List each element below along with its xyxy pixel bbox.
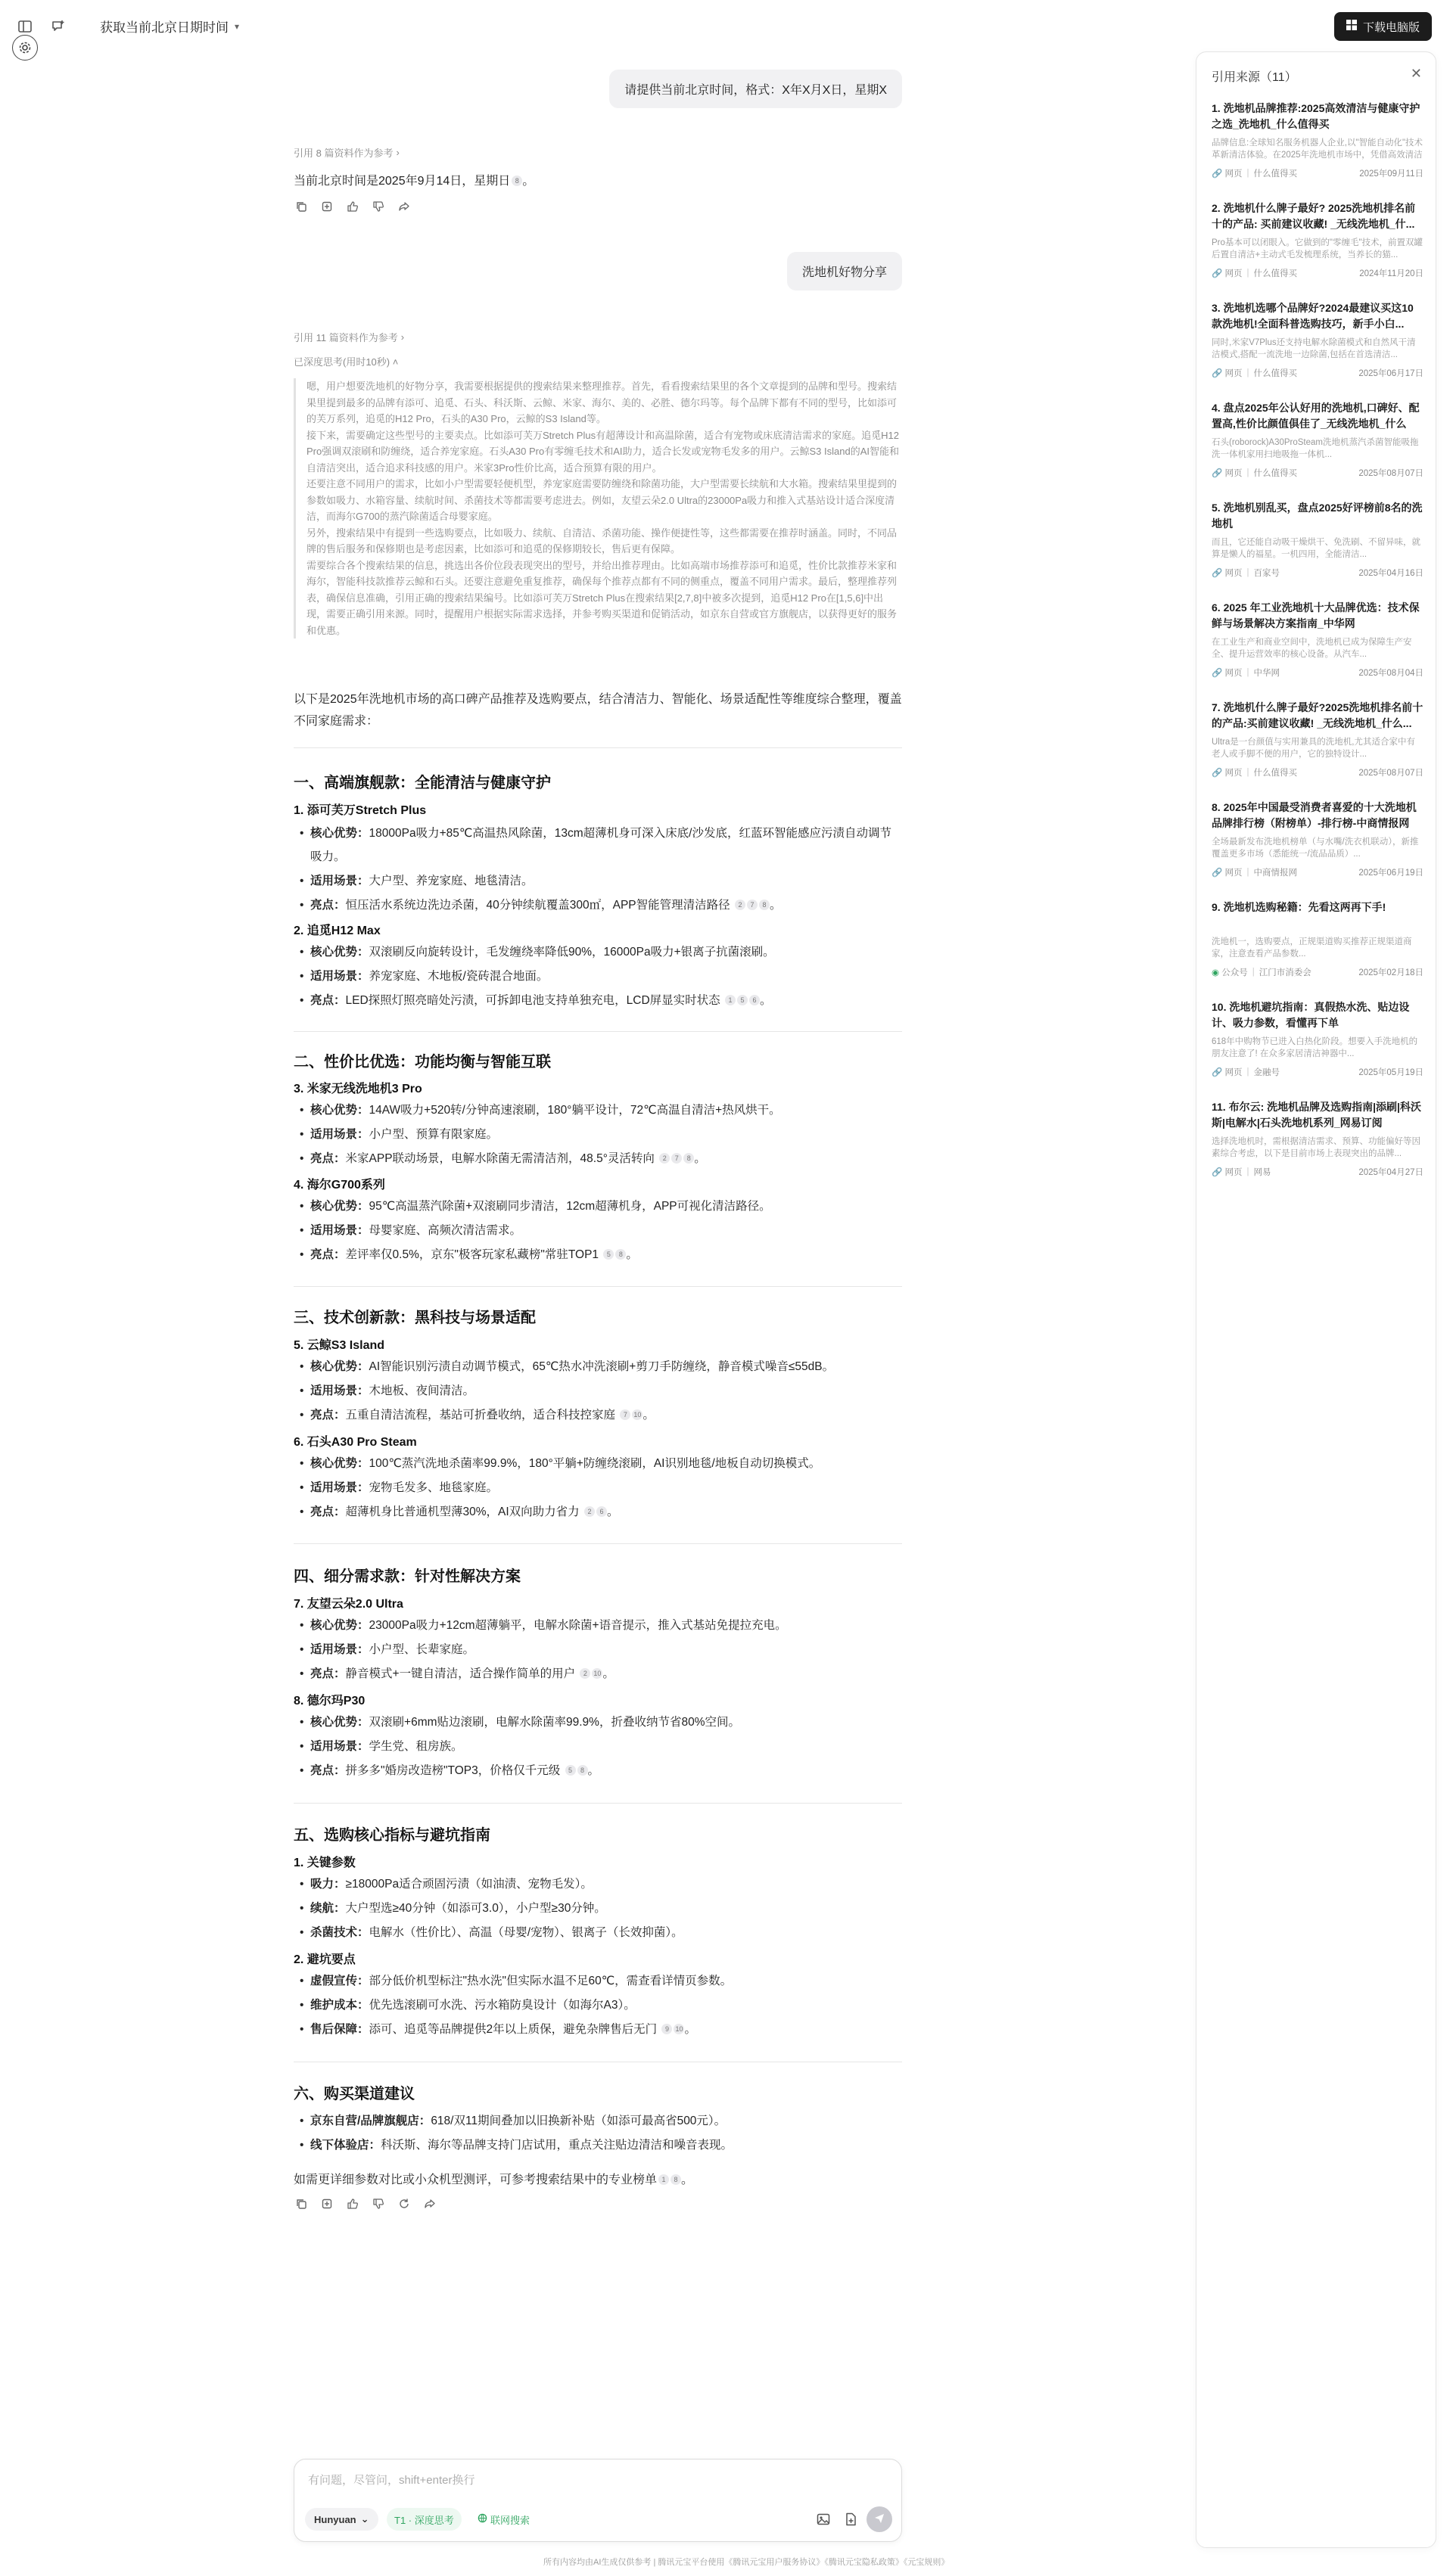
list-item — [310, 1735, 902, 1758]
section-divider — [294, 1286, 902, 1287]
thinking-paragraph: 另外，搜索结果中有提到一些选购要点，比如吸力、续航、自清洁、杀菌功能、操作便捷性等，这些都需要在推荐时涵盖。同时，不同品牌的售后服务和保修期也是考虑因素，比如添可和追觅的保修期较长，售后更有保障。 — [306, 527, 898, 555]
citation-snippet: 洗地机一，选购要点，正规渠道购买推荐正规渠道商家，注意查看产品参数... — [1212, 937, 1412, 959]
close-icon[interactable]: ✕ — [1410, 66, 1422, 81]
thumbs-up-icon[interactable] — [345, 199, 360, 214]
list-item — [310, 869, 902, 893]
deep-think-label: 已深度思考(用时10秒) — [294, 356, 390, 368]
citation-meta: 🔗 网页 | 中商情报网 2025年06月19日 — [1212, 868, 1423, 878]
bullet-text: 恒压活水系统边洗边杀菌，40分钟续航覆盖300㎡，APP智能管理清洁路径 — [345, 899, 730, 912]
bullet-text: 母婴家庭、高频次清洁需求。 — [369, 1224, 522, 1237]
bullet-label: 亮点： — [310, 1667, 346, 1680]
bullet-label: 续航： — [310, 1902, 346, 1915]
list-item: • 亮点：超薄机身比普通机型薄30%，AI双向助力省力 2 6 。 — [310, 1500, 902, 1524]
thinking-paragraph: 接下来，需要确定这些型号的主要卖点。比如添可芙万Stretch Plus有超薄设计和高温除菌，适合有宠物或床底清洁需求的家庭。追觅H12 Pro强调双滚刷和防缠绕，适合养宠家庭。石头A30 Pro有零缠毛技术和AI助力，适合长发或宠物毛发多的用户。云鲸S3 Island的AI智能和自清洁突出，适合追求科技感的用户。米家3Pro性价比高，适合预算有限的用户。 — [306, 429, 899, 474]
chat-input-box[interactable] — [294, 2459, 902, 2542]
citation-item[interactable] — [1212, 1099, 1423, 1178]
bullet-label: 核心优势： — [310, 1716, 369, 1729]
citation-date: 2025年04月16日 — [1358, 569, 1423, 578]
link-icon: 🔗 — [1212, 669, 1223, 678]
product-title: 6. 石头A30 Pro Steam — [294, 1436, 417, 1449]
list-item: • 售后保障：添可、追觅等品牌提供2年以上质保，避免杂牌售后无门 9 10 。 — [310, 2018, 902, 2041]
link-icon: 🔗 — [1212, 469, 1223, 478]
product-title: 1. 添可芙万Stretch Plus — [294, 804, 427, 817]
reference-label: 引用 8 篇资料作为参考 — [294, 148, 394, 159]
bullet-text: 超薄机身比普通机型薄30%，AI双向助力省力 — [345, 1506, 580, 1518]
citation-kind: 网页 — [1224, 1168, 1243, 1177]
bullet-label: 亮点： — [310, 1248, 346, 1261]
bullet-label: 售后保障： — [310, 2023, 369, 2036]
citation-badge[interactable]: 5 — [565, 1765, 576, 1776]
citation-item[interactable] — [1212, 300, 1423, 379]
citation-source: 金融号 — [1253, 1068, 1280, 1077]
citation-title[interactable]: 1. 洗地机品牌推荐:2025高效清洁与健康守护之选_洗地机_什么值得买 — [1212, 102, 1420, 130]
bullet-label: 亮点： — [310, 1152, 346, 1165]
citation-title[interactable]: 11. 布尔云: 洗地机品牌及选购指南|添刷|科沃斯|电解水|石头洗地机系列_网易订阅 — [1212, 1101, 1421, 1129]
message-actions — [294, 199, 412, 214]
windows-icon — [1346, 20, 1357, 33]
bullet-label: 适用场景： — [310, 970, 369, 983]
bullet-label: 适用场景： — [310, 1224, 369, 1237]
list-item — [310, 940, 902, 964]
bullet-text: 养宠家庭、木地板/瓷砖混合地面。 — [369, 970, 549, 983]
citation-snippet: 而且，它还能自动吸干燥烘干、免洗刷、不留异味，就算是懒人的福星。一机四用，全能清洁... — [1212, 538, 1420, 559]
thinking-paragraph: 需要综合各个搜索结果的信息，挑选出各价位段表现突出的型号，并给出推荐理由。比如高端市场推荐添可和追觅，性价比款推荐米家和海尔，智能科技款推荐云鲸和石头。还要注意避免重复推荐，确保每个推荐点都有不同的侧重点，覆盖不同用户需求。最后，整理推荐列表，确保信息准确，引用正确的搜索结果编号。比如添可芙万Stretch Plus在搜索结果[2,7,8]中被多次提到，追觅H12 Pro在[1,5,6]中出现，需要正确引用来源。同时，提醒用户根据实际需求选择，并参考购买渠道和促销活动，如京东自营或官方旗舰店，以获得更好的服务和优惠。 — [306, 559, 898, 636]
conversation-title[interactable] — [100, 17, 239, 36]
citation-badge[interactable]: 7 — [620, 1409, 630, 1420]
section-title: 三、技术创新款：黑科技与场景适配 — [294, 1310, 536, 1326]
citation-badge[interactable]: 1 — [725, 995, 736, 1005]
citation-kind: 网页 — [1224, 369, 1243, 378]
section-title: 一、高端旗舰款：全能清洁与健康守护 — [294, 775, 551, 791]
list-item — [310, 965, 902, 988]
citation-badge[interactable]: 8 — [683, 1153, 694, 1164]
citation-kind: 网页 — [1224, 869, 1243, 878]
bullet-text: AI智能识别污渍自动调节模式，65℃热水冲洗滚刷+剪刀手防缠绕，静音模式噪音≤55dB。 — [369, 1360, 835, 1373]
list-item: • 亮点：差评率仅0.5%，京东"极客玩家私藏榜"常驻TOP1 5 8 。 — [310, 1243, 902, 1266]
citation-badge[interactable]: 5 — [603, 1249, 614, 1260]
citation-item[interactable] — [1212, 999, 1423, 1078]
citation-meta: 🔗 网页 | 什么值得买 2025年08月07日 — [1212, 768, 1423, 778]
link-icon: 🔗 — [1212, 169, 1223, 179]
bullet-label: 适用场景： — [310, 875, 369, 887]
product-title: 8. 德尔玛P30 — [294, 1695, 366, 1707]
product-title: 1. 关键参数 — [294, 1857, 356, 1869]
citation-snippet: 618年中购物节已进入白热化阶段。想要入手洗地机的朋友注意了! 在众多家居清洁神器中... — [1212, 1037, 1418, 1058]
user-message: 洗地机好物分享 — [787, 252, 902, 291]
citation-title[interactable]: 10. 洗地机避坑指南：真假热水洗、贴边设计、吸力参数，看懂再下单 — [1212, 1001, 1410, 1029]
bullet-text: 18000Pa吸力+85℃高温热风除菌，13cm超薄机身可深入床底/沙发底，红蓝环智能感应污渍自动调节吸力。 — [310, 827, 891, 863]
citation-snippet: 选择洗地机时，需根据清洁需求、预算、功能偏好等因素综合考虑，以下是目前市场上表现突出的品牌... — [1212, 1137, 1420, 1158]
citation-badge[interactable]: 8 — [759, 900, 770, 910]
bullet-label: 吸力： — [310, 1878, 346, 1891]
list-item — [310, 1379, 902, 1403]
reference-toggle[interactable] — [294, 330, 404, 344]
bullet-label: 适用场景： — [310, 1128, 369, 1141]
citation-title[interactable]: 2. 洗地机什么牌子最好? 2025洗地机排名前十的产品: 买前建议收藏! _无线洗地机_什... — [1212, 202, 1416, 230]
citation-source: 网易 — [1253, 1168, 1271, 1177]
bullet-label: 亮点： — [310, 1764, 346, 1777]
link-icon: 🔗 — [1212, 1068, 1223, 1077]
citation-meta: 🔗 网页 | 中华网 2025年08月04日 — [1212, 668, 1423, 678]
web-search-chip-label: 联网搜索 — [490, 2514, 530, 2526]
citation-source: 中商情报网 — [1253, 869, 1298, 878]
new-chat-icon[interactable] — [48, 17, 68, 36]
bookmark-icon[interactable] — [319, 199, 334, 214]
citation-badge[interactable]: 8 — [512, 176, 522, 186]
product-title: 4. 海尔G700系列 — [294, 1179, 385, 1192]
share-icon[interactable] — [422, 2196, 437, 2211]
thinking-paragraph: 还要注意不同用户的需求，比如小户型需要轻便机型，养宠家庭需要防缠绕和除菌功能，大户型需要长续航和大水箱。搜索结果里提到的参数如吸力、水箱容量、续航时间、杀菌技术等都需要考虑进去。例如，友望云朵2.0 Ultra的23000Pa吸力和推入式基站设计适合深度清洁，而海尔G700的蒸汽除菌适合母婴家庭。 — [306, 478, 898, 522]
list-item — [310, 1993, 902, 2017]
bullet-text: 双滚刷+6mm贴边滚刷，电解水除菌率99.9%，折叠收纳节省80%空间。 — [369, 1716, 740, 1729]
bullet-text: 小户型、预算有限家庭。 — [369, 1128, 499, 1141]
link-icon: 🔗 — [1212, 369, 1223, 378]
section-divider — [294, 1543, 902, 1544]
citation-item[interactable] — [1212, 700, 1423, 778]
link-icon: 🔗 — [1212, 869, 1223, 878]
citation-date: 2025年08月07日 — [1358, 469, 1423, 478]
bullet-text: 部分低价机型标注"热水洗"但实际水温不足60℃，需查看详情页参数。 — [369, 1975, 733, 1987]
citation-item[interactable] — [1212, 900, 1423, 978]
section-title: 二、性价比优选：功能均衡与智能互联 — [294, 1054, 551, 1070]
list-item — [310, 1098, 902, 1122]
citation-source: 什么值得买 — [1253, 769, 1298, 778]
citation-date: 2025年08月04日 — [1358, 669, 1423, 678]
bullet-text: 双滚刷反向旋转设计，毛发缠绕率降低90%，16000Pa吸力+银离子抗菌滚刷。 — [369, 946, 775, 959]
list-item: • 亮点：米家APP联动场景，电解水除菌无需清洁剂，48.5°灵活转向 2 7 8 。 — [310, 1147, 902, 1170]
citation-date: 2025年02月18日 — [1358, 968, 1423, 977]
list-item — [310, 1219, 902, 1242]
thinking-content — [294, 378, 902, 639]
bullet-text: 小户型、长辈家庭。 — [369, 1643, 475, 1656]
file-upload-icon[interactable] — [841, 2509, 860, 2529]
section-divider — [294, 1031, 902, 1032]
footer-disclaimer: 所有内容均由AI生成仅供参考 | 腾讯元宝平台使用《腾讯元宝用户服务协议》《腾讯元宝隐私政策》《元宝规则》 — [543, 2558, 950, 2567]
list-item: • 亮点：拼多多"婚房改造榜"TOP3，价格仅千元级 5 8 。 — [310, 1759, 902, 1782]
assistant-answer-text: 当前北京时间是2025年9月14日，星期日 — [294, 175, 511, 188]
citation-date: 2025年06月19日 — [1358, 869, 1423, 878]
assistant-answer: 当前北京时间是2025年9月14日，星期日 8 。 — [294, 175, 535, 188]
bullet-label: 亮点： — [310, 899, 346, 912]
citation-meta: 🔗 网页 | 金融号 2025年05月19日 — [1212, 1067, 1423, 1077]
citation-source: 什么值得买 — [1253, 369, 1298, 378]
deep-think-chip-label: T1 · 深度思考 — [394, 2514, 454, 2526]
conversation-title-text: 获取当前北京日期时间 — [100, 20, 229, 35]
list-item — [310, 1614, 902, 1637]
citation-snippet: 在工业生产和商业空间中，洗地机已成为保障生产安全、提升运营效率的核心设备。从汽车... — [1212, 638, 1412, 659]
link-icon: 🔗 — [1212, 569, 1223, 578]
citation-item[interactable] — [1212, 800, 1423, 878]
citation-badge[interactable]: 9 — [661, 2024, 672, 2034]
citation-source: 江门市消委会 — [1259, 968, 1311, 977]
citation-badge[interactable]: 5 — [737, 995, 748, 1005]
section-divider — [294, 1803, 902, 1804]
citation-source: 中华网 — [1253, 669, 1280, 678]
citation-item[interactable] — [1212, 600, 1423, 679]
bullet-text: ≥18000Pa适合顽固污渍（如油渍、宠物毛发）。 — [345, 1878, 593, 1891]
citation-meta: ◉ 公众号 | 江门市消委会 2025年02月18日 — [1212, 968, 1423, 977]
product-title: 5. 云鲸S3 Island — [294, 1339, 385, 1352]
model-label: Hunyuan — [314, 2513, 356, 2525]
citation-date: 2025年04月27日 — [1358, 1168, 1423, 1177]
copy-icon[interactable] — [294, 199, 309, 214]
citation-badge[interactable]: 2 — [584, 1506, 595, 1517]
citation-badge[interactable]: 7 — [747, 900, 758, 910]
citation-date: 2025年08月07日 — [1358, 769, 1423, 778]
answer-outro-text: 如需更详细参数对比或小众机型测评，可参考搜索结果中的专业榜单 — [294, 2174, 658, 2186]
bullet-text: 14AW吸力+520转/分钟高速滚刷，180°躺平设计，72℃高温自清洁+热风烘干。 — [369, 1104, 781, 1117]
citation-item[interactable] — [1212, 400, 1423, 479]
gear-icon[interactable] — [12, 35, 38, 61]
citation-meta: 🔗 网页 | 百家号 2025年04月16日 — [1212, 568, 1423, 578]
citation-title[interactable]: 8. 2025年中国最受消费者喜爱的十大洗地机品牌排行榜（附榜单）-排行榜-中商情报网 — [1212, 801, 1417, 829]
section-divider — [294, 747, 902, 748]
citation-source: 什么值得买 — [1253, 169, 1298, 179]
citation-date: 2024年11月20日 — [1359, 269, 1423, 278]
citation-item[interactable] — [1212, 101, 1423, 179]
bullet-text: 学生党、租房族。 — [369, 1740, 463, 1753]
model-selector[interactable] — [305, 2508, 378, 2531]
download-desktop-button[interactable] — [1334, 12, 1432, 41]
citation-kind: 公众号 — [1221, 968, 1248, 977]
list-item — [310, 2133, 902, 2157]
citation-badge[interactable]: 10 — [593, 1670, 602, 1677]
bookmark-icon[interactable] — [319, 2196, 334, 2211]
chat-input[interactable]: 有问题，尽管问，shift+enter换行 — [308, 2474, 475, 2487]
citation-item[interactable] — [1212, 200, 1423, 279]
deep-think-toggle[interactable] — [294, 354, 398, 368]
citation-kind: 网页 — [1224, 669, 1243, 678]
citation-title[interactable]: 4. 盘点2025年公认好用的洗地机,口碑好、配置高,性价比颜值俱佳了_无线洗地机_什么 — [1212, 402, 1420, 430]
citation-title[interactable]: 5. 洗地机别乱买，盘点2025好评榜前8名的洗地机 — [1212, 502, 1423, 530]
citation-meta: 🔗 网页 | 什么值得买 2025年09月11日 — [1212, 169, 1423, 179]
thumbs-down-icon[interactable] — [371, 2196, 386, 2211]
citation-date: 2025年06月17日 — [1358, 369, 1423, 378]
image-upload-icon[interactable] — [814, 2509, 833, 2529]
list-item — [310, 2109, 902, 2133]
citation-meta: 🔗 网页 | 什么值得买 2024年11月20日 — [1212, 269, 1423, 278]
link-icon: 🔗 — [1212, 1168, 1223, 1177]
citation-badge[interactable]: 8 — [670, 2174, 681, 2185]
chevron-down-icon: ▾ — [235, 20, 240, 32]
product-title: 2. 避坑要点 — [294, 1953, 356, 1966]
bullet-label: 维护成本： — [310, 1999, 369, 2012]
citation-kind: 网页 — [1224, 569, 1243, 578]
citation-snippet: Ultra是一台颜值与实用兼具的洗地机,尤其适合家中有老人或手脚不便的用户，它的独特设计... — [1212, 738, 1415, 759]
citation-badge[interactable]: 2 — [735, 900, 745, 910]
bullet-label: 核心优势： — [310, 946, 369, 959]
web-search-toggle-chip[interactable] — [470, 2508, 537, 2531]
bullet-text: 95℃高温蒸汽除菌+双滚刷同步清洁，12cm超薄机身，APP可视化清洁路径。 — [369, 1200, 771, 1213]
bullet-label: 适用场景： — [310, 1740, 369, 1753]
sidebar-toggle-icon[interactable] — [15, 17, 35, 36]
bullet-text: 添可、追觅等品牌提供2年以上质保，避免杂牌售后无门 — [369, 2023, 658, 2036]
bullet-label: 适用场景： — [310, 1643, 369, 1656]
bullet-label: 亮点： — [310, 994, 346, 1007]
thumbs-down-icon[interactable] — [371, 199, 386, 214]
product-title: 2. 追觅H12 Max — [294, 924, 381, 937]
top-bar — [0, 0, 1453, 53]
citation-badge[interactable]: 8 — [577, 1765, 588, 1776]
citation-badge[interactable]: 10 — [633, 1411, 642, 1419]
bullet-label: 适用场景： — [310, 1384, 369, 1397]
list-item — [310, 1355, 902, 1378]
citation-snippet: 全场最新发布洗地机榜单（与水嘴/洗衣机联动），新推覆盖更多市场（悉能统一/流品品质）... — [1212, 837, 1419, 859]
citation-kind: 网页 — [1224, 269, 1243, 278]
list-item — [310, 1711, 902, 1734]
deep-think-toggle-chip[interactable] — [387, 2508, 462, 2531]
section-title: 六、购买渠道建议 — [294, 2086, 415, 2102]
bullet-text: LED探照灯照亮暗处污渍，可拆卸电池支持单独充电，LCD屏显实时状态 — [345, 994, 720, 1007]
citation-title[interactable]: 7. 洗地机什么牌子最好?2025洗地机排名前十的产品:买前建议收藏! _无线洗地机_什么... — [1212, 701, 1423, 729]
link-icon: 🔗 — [1212, 769, 1223, 778]
bullet-text: 木地板、夜间清洁。 — [369, 1384, 475, 1397]
citation-snippet: 品牌信息:全球知名服务机器人企业,以"智能自动化"技术革新清洁体验。在2025年洗地机市场中，凭借高效清洁 — [1212, 138, 1423, 160]
list-item — [310, 1638, 902, 1661]
reference-toggle[interactable] — [294, 145, 400, 160]
bullet-text: 电解水（性价比）、高温（母婴/宠物）、银离子（长效抑菌）。 — [369, 1926, 683, 1939]
list-item — [310, 1872, 902, 1896]
chevron-right-icon: › — [396, 147, 400, 158]
list-item — [310, 1476, 902, 1499]
list-item — [310, 1195, 902, 1218]
chevron-down-icon: ⌄ — [360, 2513, 369, 2525]
citations-panel — [1196, 51, 1436, 2548]
user-message: 请提供当前北京时间，格式：X年X月X日，星期X — [609, 70, 902, 108]
citation-meta: 🔗 网页 | 什么值得买 2025年06月17日 — [1212, 368, 1423, 378]
citation-badge[interactable]: 6 — [749, 995, 760, 1005]
send-arrow-icon — [873, 2512, 885, 2528]
citation-date: 2025年05月19日 — [1358, 1068, 1423, 1077]
bullet-label: 适用场景： — [310, 1481, 369, 1494]
bullet-label: 虚假宣传： — [310, 1975, 369, 1987]
bullet-text: 100℃蒸汽洗地杀菌率99.9%，180°平躺+防缠绕滚刷，AI识别地毯/地板自动切换模式。 — [369, 1457, 821, 1470]
citation-snippet: 同时,米家V7Plus还支持电解水除菌模式和自然风干清洁模式,搭配一流洗地一边除菌,包括在首选清洁... — [1212, 338, 1416, 359]
bullet-text: 23000Pa吸力+12cm超薄躺平，电解水除菌+语音提示，推入式基站免提拉充电。 — [369, 1619, 787, 1632]
share-icon[interactable] — [397, 199, 412, 214]
chevron-up-icon: ˄ — [392, 356, 399, 368]
bullet-label: 核心优势： — [310, 1360, 369, 1373]
citation-source: 什么值得买 — [1253, 469, 1298, 478]
bullet-label: 核心优势： — [310, 1200, 369, 1213]
reference-label: 引用 11 篇资料作为参考 — [294, 332, 398, 343]
bullet-text: 米家APP联动场景，电解水除菌无需清洁剂，48.5°灵活转向 — [345, 1152, 655, 1165]
citation-badge[interactable]: 8 — [615, 1249, 626, 1260]
citation-kind: 网页 — [1224, 169, 1243, 179]
bullet-label: 杀菌技术： — [310, 1926, 369, 1939]
citation-badge[interactable]: 1 — [658, 2174, 669, 2185]
bullet-text: 优先选滚刷可水洗、污水箱防臭设计（如海尔A3）。 — [369, 1999, 636, 2012]
citation-snippet: 石头(roborock)A30ProSteam洗地机蒸汽杀菌智能吸拖洗一体机家用扫地吸拖一体机... — [1212, 438, 1419, 459]
list-item: • 亮点：静音模式+一键自清洁，适合操作简单的用户 2 10 。 — [310, 1662, 902, 1686]
bullet-label: 亮点： — [310, 1409, 346, 1422]
list-item — [310, 822, 902, 869]
citations-panel-title: 引用来源（11） — [1212, 71, 1297, 84]
citation-badge[interactable]: 10 — [675, 2025, 683, 2033]
bullet-label: 核心优势： — [310, 1619, 369, 1632]
regenerate-icon[interactable] — [397, 2196, 412, 2211]
citation-meta: 🔗 网页 | 网易 2025年04月27日 — [1212, 1167, 1423, 1177]
list-item: • 亮点：恒压活水系统边洗边杀菌，40分钟续航覆盖300㎡，APP智能管理清洁路径 2 7 8 。 — [310, 893, 902, 917]
citation-badge[interactable]: 2 — [659, 1153, 670, 1164]
bullet-text: 拼多多"婚房改造榜"TOP3，价格仅千元级 — [345, 1764, 561, 1777]
answer-intro: 以下是2025年洗地机市场的高口碑产品推荐及选购要点，结合清洁力、智能化、场景适配性等维度综合整理，覆盖不同家庭需求： — [294, 693, 902, 728]
link-icon: 🔗 — [1212, 269, 1223, 278]
citation-meta: 🔗 网页 | 什么值得买 2025年08月07日 — [1212, 468, 1423, 478]
bullet-label: 亮点： — [310, 1506, 346, 1518]
citation-badge[interactable]: 2 — [580, 1668, 590, 1679]
citation-source: 什么值得买 — [1253, 269, 1298, 278]
bullet-text: 宠物毛发多、地毯家庭。 — [369, 1481, 499, 1494]
bullet-text: 五重自清洁流程，基站可折叠收纳，适合科技控家庭 — [345, 1409, 616, 1422]
chevron-right-icon: › — [400, 331, 405, 343]
list-item — [310, 1897, 902, 1920]
wechat-icon: ◉ — [1212, 968, 1220, 977]
list-item — [310, 1452, 902, 1475]
section-title: 四、细分需求款：针对性解决方案 — [294, 1568, 521, 1585]
thinking-paragraph: 嗯，用户想要洗地机的好物分享，我需要根据提供的搜索结果来整理推荐。首先，看看搜索结果里的各个文章提到的品牌和型号。搜索结果里提到最多的品牌有添可、追觅、石头、科沃斯、云鲸、米家、海尔、美的、必胜、德尔玛等。每个品牌下都有不同的型号，比如添可的芙万系列，追觅的H12 Pro，石头的A30 Pro，云鲸的S3 Island等。 — [306, 381, 898, 424]
citation-item[interactable] — [1212, 500, 1423, 579]
globe-icon — [478, 2513, 487, 2525]
bullet-label: 核心优势： — [310, 1457, 369, 1470]
download-desktop-label: 下载电脑版 — [1362, 20, 1420, 34]
citation-title[interactable]: 6. 2025 年工业洗地机十大品牌优选：技术保鲜与场景解决方案指南_中华网 — [1212, 601, 1420, 629]
citation-badge[interactable]: 7 — [671, 1153, 682, 1164]
citation-kind: 网页 — [1224, 769, 1243, 778]
list-item: • 亮点：五重自清洁流程，基站可折叠收纳，适合科技控家庭 7 10 。 — [310, 1403, 902, 1427]
product-title: 3. 米家无线洗地机3 Pro — [294, 1083, 422, 1095]
bullet-text: 618/双11期间叠加以旧换新补贴（如添可最高省500元）。 — [431, 2115, 726, 2127]
bullet-label: 京东自营/品牌旗舰店： — [310, 2115, 431, 2127]
citation-title[interactable]: 9. 洗地机选购秘籍：先看这两再下手! — [1212, 901, 1386, 913]
send-button[interactable] — [867, 2506, 892, 2532]
bullet-label: 核心优势： — [310, 1104, 369, 1117]
product-title: 7. 友望云朵2.0 Ultra — [294, 1598, 403, 1611]
list-item: • 亮点：LED探照灯照亮暗处污渍，可拆卸电池支持单独充电，LCD屏显实时状态 1 5 6 。 — [310, 989, 902, 1012]
citation-date: 2025年09月11日 — [1359, 169, 1423, 179]
citation-source: 百家号 — [1253, 569, 1280, 578]
bullet-text: 差评率仅0.5%，京东"极客玩家私藏榜"常驻TOP1 — [345, 1248, 599, 1261]
bullet-label: 核心优势： — [310, 827, 369, 840]
list-item — [310, 1921, 902, 1944]
bullet-text: 静音模式+一键自清洁，适合操作简单的用户 — [345, 1667, 576, 1680]
citation-snippet: Pro基本可以闭眼入。它做到的"零缠毛"技术，前置双罐后置自清洁+主动式毛发梳理系统，当养长的猫... — [1212, 238, 1423, 259]
bullet-text: 大户型选≥40分钟（如添可3.0），小户型≥30分钟。 — [345, 1902, 606, 1915]
bullet-label: 线下体验店： — [310, 2139, 381, 2152]
citation-badge[interactable]: 6 — [596, 1506, 607, 1517]
message-actions — [294, 2196, 437, 2211]
citation-kind: 网页 — [1224, 1068, 1243, 1077]
copy-icon[interactable] — [294, 2196, 309, 2211]
citation-kind: 网页 — [1224, 469, 1243, 478]
list-item — [310, 1969, 902, 1993]
section-title: 五、选购核心指标与避坑指南 — [294, 1827, 490, 1844]
answer-outro: 如需更详细参数对比或小众机型测评，可参考搜索结果中的专业榜单 1 8 。 — [294, 2174, 694, 2186]
bullet-text: 大户型、养宠家庭、地毯清洁。 — [369, 875, 534, 887]
thumbs-up-icon[interactable] — [345, 2196, 360, 2211]
citation-title[interactable]: 3. 洗地机选哪个品牌好?2024最建议买这10款洗地机!全面科普选购技巧，新手小白... — [1212, 302, 1414, 330]
bullet-text: 科沃斯、海尔等品牌支持门店试用，重点关注贴边清洁和噪音表现。 — [381, 2139, 733, 2152]
list-item — [310, 1123, 902, 1146]
